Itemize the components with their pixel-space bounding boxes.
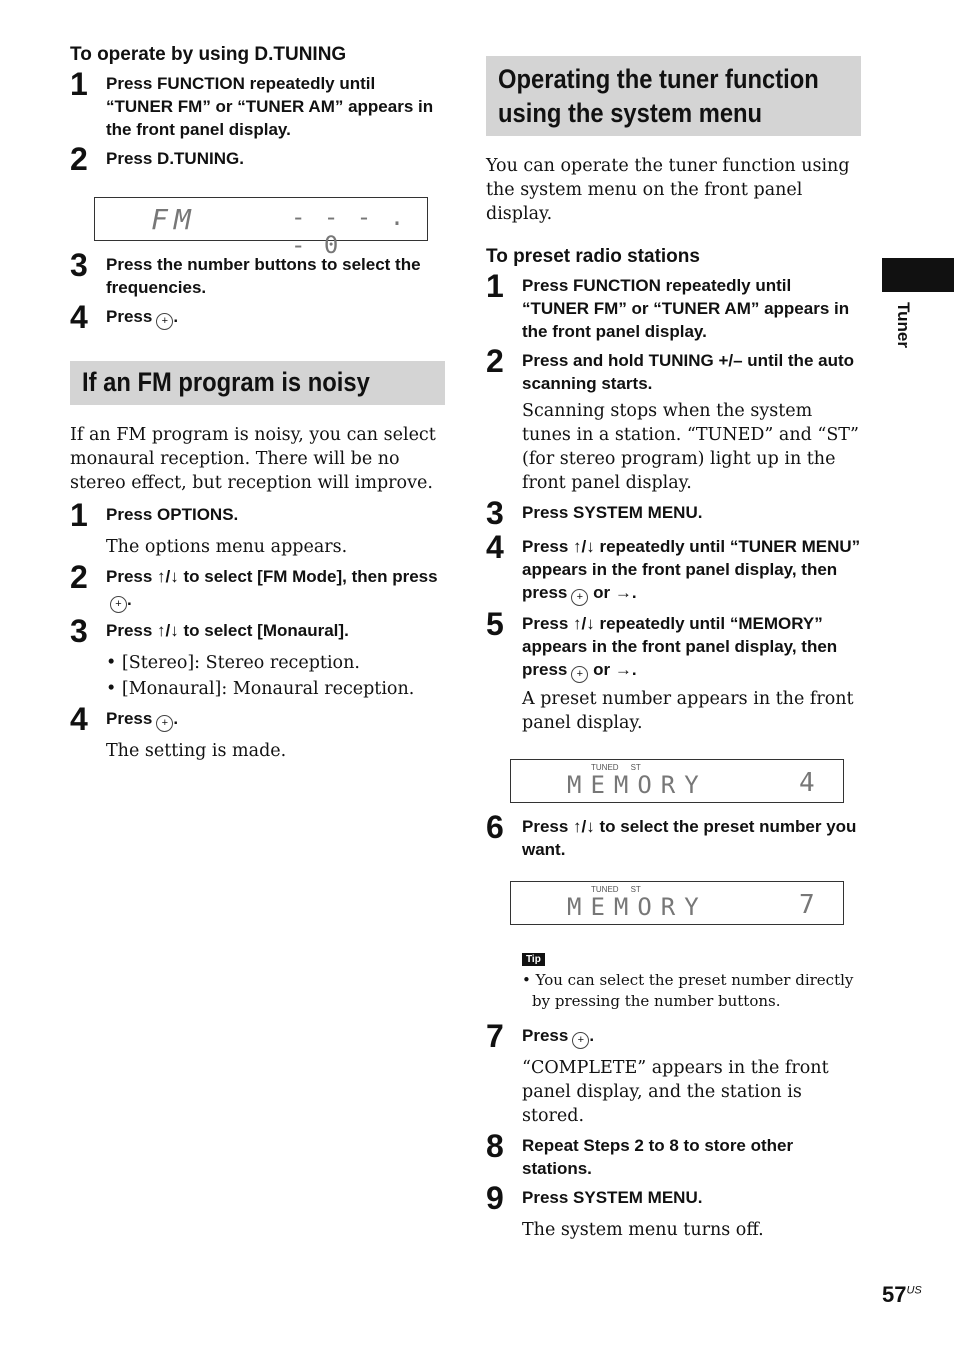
dtuning-heading: To operate by using D.TUNING: [70, 44, 347, 65]
display-preset-number: 7: [799, 890, 815, 920]
step-number: 4: [70, 299, 88, 335]
system-menu-intro: You can operate the tuner function using the system menu on the front panel display.: [486, 156, 850, 224]
step-suffix: .: [173, 307, 179, 326]
step-number: 3: [486, 495, 504, 531]
display-preset-number: 4: [799, 768, 815, 798]
memory-display-2: [510, 881, 844, 925]
step-text: Press SYSTEM MENU.: [522, 503, 703, 522]
tip-badge: Tip: [522, 953, 545, 966]
tuned-indicator: TUNED: [591, 763, 619, 772]
step-description: The options menu appears.: [106, 537, 348, 557]
tuned-indicator: TUNED: [591, 885, 619, 894]
step-text: Press and hold TUNING +/– until the auto scanning starts.: [522, 351, 855, 393]
memory-display-1: [510, 759, 844, 803]
enter-button-icon: +: [572, 1032, 589, 1049]
step-number: 6: [486, 809, 504, 845]
noisy-step-4: [70, 701, 445, 737]
step-number: 8: [486, 1128, 504, 1164]
enter-button-icon: +: [110, 596, 127, 613]
stereo-indicator: ST: [630, 885, 641, 894]
step-number: 2: [486, 343, 504, 379]
tip-text: • You can select the preset number directly by pressing the number buttons.: [522, 971, 854, 1010]
step-text: Press OPTIONS.: [106, 505, 239, 524]
step-text: Press: [106, 307, 153, 326]
step-number: 2: [70, 559, 88, 595]
step-text: Press: [522, 1026, 569, 1045]
step-number: 1: [70, 66, 88, 102]
display-memory-text: MEMORY: [567, 893, 708, 921]
section-tab-marker: [882, 258, 954, 292]
noisy-step-1: [70, 497, 445, 533]
preset-step-7: [486, 1018, 861, 1054]
step-text: Repeat Steps 2 to 8 to store other stations.: [522, 1136, 794, 1178]
step-number: 9: [486, 1180, 504, 1216]
noisy-title: If an FM program is noisy: [82, 367, 370, 397]
left-column: [70, 44, 445, 763]
step-suffix: or →.: [593, 660, 637, 679]
step-suffix: .: [173, 709, 179, 728]
display-memory-text: MEMORY: [567, 771, 708, 799]
stereo-indicator: ST: [630, 763, 641, 772]
section-side-label: Tuner: [894, 302, 913, 348]
dtuning-step-3: [70, 247, 445, 299]
dtuning-step-4: [70, 299, 445, 335]
noisy-section-band: [70, 361, 445, 405]
dtuning-step-2: [70, 141, 445, 177]
step-number: 4: [70, 701, 88, 737]
step-number: 5: [486, 606, 504, 642]
step-number: 2: [70, 141, 88, 177]
bullet-text: [Stereo]: Stereo reception.: [121, 653, 360, 673]
noisy-step-3: [70, 613, 445, 649]
tip-block: [522, 947, 861, 1012]
step-number: 1: [70, 497, 88, 533]
preset-step-8: [486, 1128, 861, 1180]
step-description: The system menu turns off.: [522, 1220, 764, 1240]
step-suffix: .: [127, 590, 132, 609]
step-text: Press ↑/↓ repeatedly until “MEMORY” appears in the front panel display, then press: [522, 614, 838, 679]
preset-step-6: [486, 809, 861, 861]
step-text: Press the number buttons to select the frequencies.: [106, 255, 421, 297]
step-number: 4: [486, 529, 504, 565]
tip-text-content: You can select the preset number directly by pressing the number buttons.: [532, 971, 854, 1010]
enter-button-icon: +: [571, 589, 588, 606]
page-number-suffix: US: [906, 1284, 922, 1297]
fm-display: [94, 197, 428, 259]
step-number: 3: [70, 613, 88, 649]
bullet-item: • [Monaural]: Monaural reception.: [106, 679, 415, 699]
preset-step-5: [486, 606, 861, 683]
system-menu-title: Operating the tuner function using the system menu: [498, 64, 819, 128]
step-suffix: or →.: [593, 583, 637, 602]
preset-step-9: [486, 1180, 861, 1216]
bullet-text: [Monaural]: Monaural reception.: [121, 679, 415, 699]
step-text: Press ↑/↓ repeatedly until “TUNER MENU” appears in the front panel display, then press: [522, 537, 861, 602]
step-number: 1: [486, 268, 504, 304]
dtuning-step-1: [70, 66, 445, 141]
step-text: Press D.TUNING.: [106, 149, 244, 168]
display-fm: FM: [151, 203, 197, 236]
step-text: Press ↑/↓ to select [Monaural].: [106, 621, 349, 640]
right-column: [486, 56, 861, 1242]
step-text: Press ↑/↓ to select the preset number you want.: [522, 817, 857, 859]
preset-step-4: [486, 529, 861, 606]
page-number: [882, 1282, 922, 1308]
step-description: Scanning stops when the system tunes in a station. “TUNED” and “ST” (for stereo program) light up in the front panel display.: [522, 401, 859, 493]
step-text: Press FUNCTION repeatedly until “TUNER FM” or “TUNER AM” appears in the front panel display.: [522, 276, 850, 341]
system-menu-section-band: [486, 56, 861, 136]
step-text: Press ↑/↓ to select [FM Mode], then press: [106, 567, 438, 586]
preset-step-3: [486, 495, 861, 531]
enter-button-icon: +: [156, 715, 173, 732]
step-description: The setting is made.: [106, 741, 287, 761]
step-text: Press SYSTEM MENU.: [522, 1188, 703, 1207]
step-suffix: .: [589, 1026, 595, 1045]
step-text: Press FUNCTION repeatedly until “TUNER FM” or “TUNER AM” appears in the front panel display.: [106, 74, 434, 139]
step-description: A preset number appears in the front panel display.: [522, 689, 854, 733]
step-description: “COMPLETE” appears in the front panel display, and the station is stored.: [522, 1058, 829, 1126]
preset-step-2: [486, 343, 861, 395]
preset-step-1: [486, 268, 861, 343]
noisy-step-2: [70, 559, 445, 613]
preset-heading: To preset radio stations: [486, 246, 700, 267]
step-number: 7: [486, 1018, 504, 1054]
step-text: Press: [106, 709, 153, 728]
enter-button-icon: +: [571, 666, 588, 683]
enter-button-icon: +: [156, 313, 173, 330]
noisy-intro: If an FM program is noisy, you can select monaural reception. There will be no stereo effect, but reception will improve.: [70, 425, 436, 493]
step-number: 3: [70, 247, 88, 283]
page-number-value: 57: [882, 1282, 907, 1307]
display-frequency: - - - . - 0: [291, 203, 407, 259]
bullet-item: • [Stereo]: Stereo reception.: [106, 653, 360, 673]
